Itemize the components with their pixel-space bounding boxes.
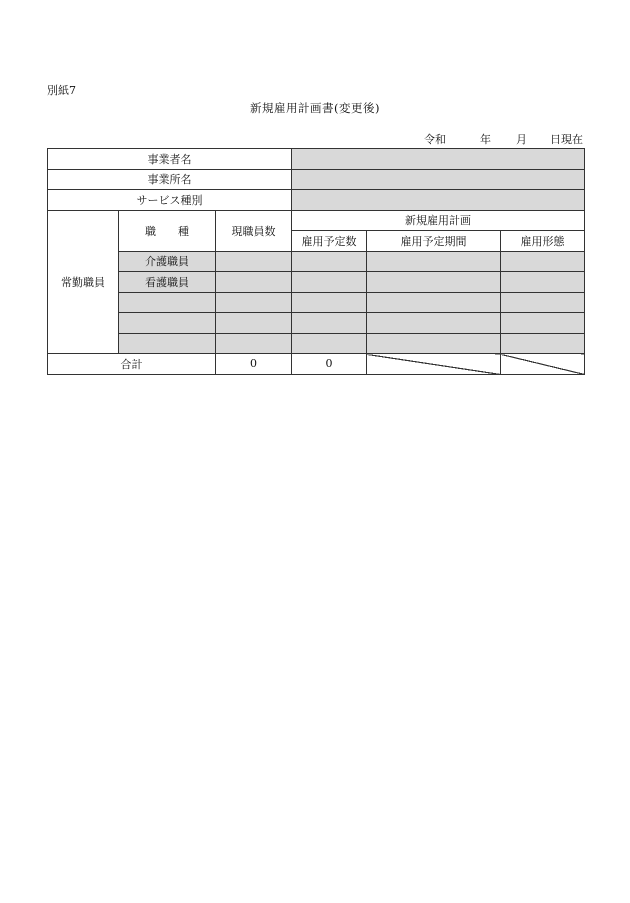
service-type-field[interactable] [292, 190, 585, 211]
occupation-cell[interactable]: 介護職員 [119, 251, 216, 272]
current-staff-field[interactable] [216, 272, 292, 293]
date-year-label: 年 [480, 133, 491, 146]
current-staff-header: 現職員数 [216, 210, 292, 251]
planned-period-field[interactable] [367, 272, 501, 293]
planned-count-field[interactable] [292, 272, 367, 293]
service-type-row [48, 190, 585, 211]
total-current-staff: 0 [216, 354, 292, 375]
business-operator-row [48, 149, 585, 170]
table-row [48, 251, 585, 272]
date-month-label: 月 [516, 133, 527, 146]
employment-type-field[interactable] [501, 333, 585, 354]
table-row [48, 313, 585, 334]
planned-period-field[interactable] [367, 313, 501, 334]
office-name-row [48, 169, 585, 190]
total-planned-period-diagonal [367, 354, 501, 375]
employment-type-field[interactable] [501, 313, 585, 334]
planned-period-field[interactable] [367, 292, 501, 313]
date-day-label: 日現在 [550, 133, 583, 146]
planned-period-header: 雇用予定期間 [367, 231, 501, 252]
planned-period-field[interactable] [367, 251, 501, 272]
employment-type-field[interactable] [501, 292, 585, 313]
current-staff-field[interactable] [216, 333, 292, 354]
employment-plan-form [47, 148, 585, 375]
planned-count-field[interactable] [292, 333, 367, 354]
service-type-label: サービス種別 [48, 190, 292, 211]
planned-period-field[interactable] [367, 333, 501, 354]
attachment-label: 別紙7 [47, 84, 76, 97]
full-time-staff-label: 常勤職員 [48, 210, 119, 354]
office-name-label: 事業所名 [48, 169, 292, 190]
occupation-cell[interactable]: 看護職員 [119, 272, 216, 293]
table-row [48, 333, 585, 354]
date-line [424, 131, 583, 147]
total-planned-count: 0 [292, 354, 367, 375]
occupation-cell[interactable] [119, 292, 216, 313]
planned-count-field[interactable] [292, 292, 367, 313]
planned-count-field[interactable] [292, 313, 367, 334]
planned-count-header: 雇用予定数 [292, 231, 367, 252]
table-row [48, 292, 585, 313]
total-label: 合計 [48, 354, 216, 375]
total-row [48, 354, 585, 375]
current-staff-field[interactable] [216, 313, 292, 334]
occupation-header: 職 種 [119, 210, 216, 251]
current-staff-field[interactable] [216, 251, 292, 272]
business-operator-label: 事業者名 [48, 149, 292, 170]
staff-header-row-1 [48, 210, 585, 231]
table-row [48, 272, 585, 293]
employment-type-header: 雇用形態 [501, 231, 585, 252]
employment-type-field[interactable] [501, 251, 585, 272]
document-title: 新規雇用計画書(変更後) [250, 101, 380, 115]
planned-count-field[interactable] [292, 251, 367, 272]
total-employment-type-diagonal [501, 354, 585, 375]
current-staff-field[interactable] [216, 292, 292, 313]
office-name-field[interactable] [292, 169, 585, 190]
occupation-cell[interactable] [119, 333, 216, 354]
business-operator-field[interactable] [292, 149, 585, 170]
new-employment-plan-header: 新規雇用計画 [292, 210, 585, 231]
date-era: 令和 [424, 133, 446, 146]
employment-type-field[interactable] [501, 272, 585, 293]
occupation-cell[interactable] [119, 313, 216, 334]
